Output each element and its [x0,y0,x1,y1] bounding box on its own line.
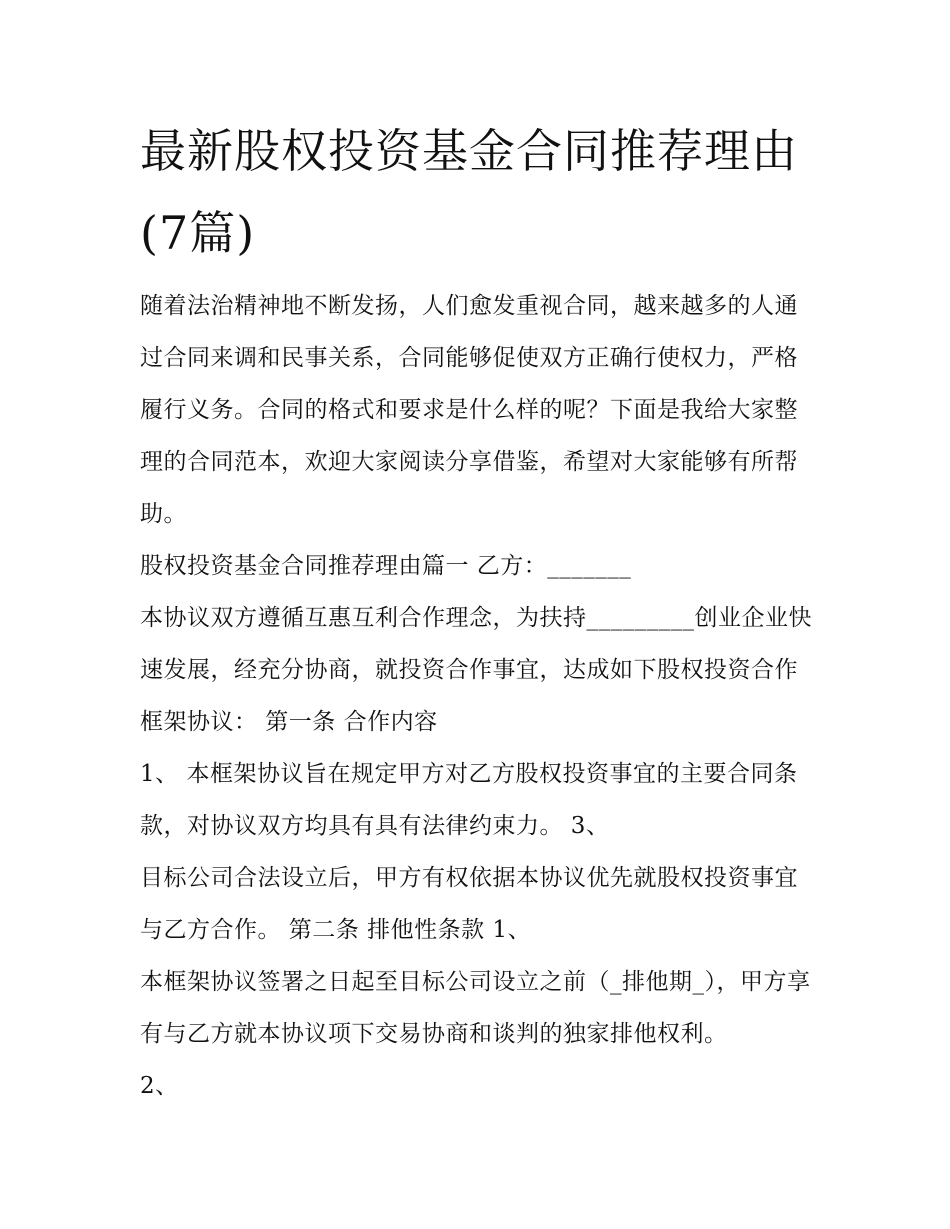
section-heading-paragraph: 股权投资基金合同推荐理由篇一 乙方：_______ [140,553,632,579]
clause-paragraph: 目标公司合法设立后，甲方有权依据本协议优先就股权投资事宜与乙方合作。 第二条 排他性条款 1、 [140,865,798,943]
document-title: 最新股权投资基金合同推荐理由(7篇) [140,124,798,260]
document-page [140,110,820,1112]
clause-paragraph: 本框架协议签署之日起至目标公司设立之前（_排他期_），甲方享有与乙方就本协议项下交易协商和谈判的独家排他权利。 [140,969,811,1047]
agreement-preamble-paragraph: 本协议双方遵循互惠互利合作理念，为扶持_________创业企业快速发展，经充分协商，就投资合作事宜，达成如下股权投资合作框架协议： 第一条 合作内容 [140,605,812,735]
clause-paragraph: 2、 [140,1073,179,1099]
clause-paragraph: 1、 本框架协议旨在规定甲方对乙方股权投资事宜的主要合同条款，对协议双方均具有具有法律约束力。 3、 [140,761,798,839]
intro-paragraph: 随着法治精神地不断发扬，人们愈发重视合同，越来越多的人通过合同来调和民事关系，合同能够促使双方正确行使权力，严格履行义务。合同的格式和要求是什么样的呢？下面是我给大家整理的合同范本，欢迎大家阅读分享借鉴，希望对大家能够有所帮助。 [140,293,798,527]
